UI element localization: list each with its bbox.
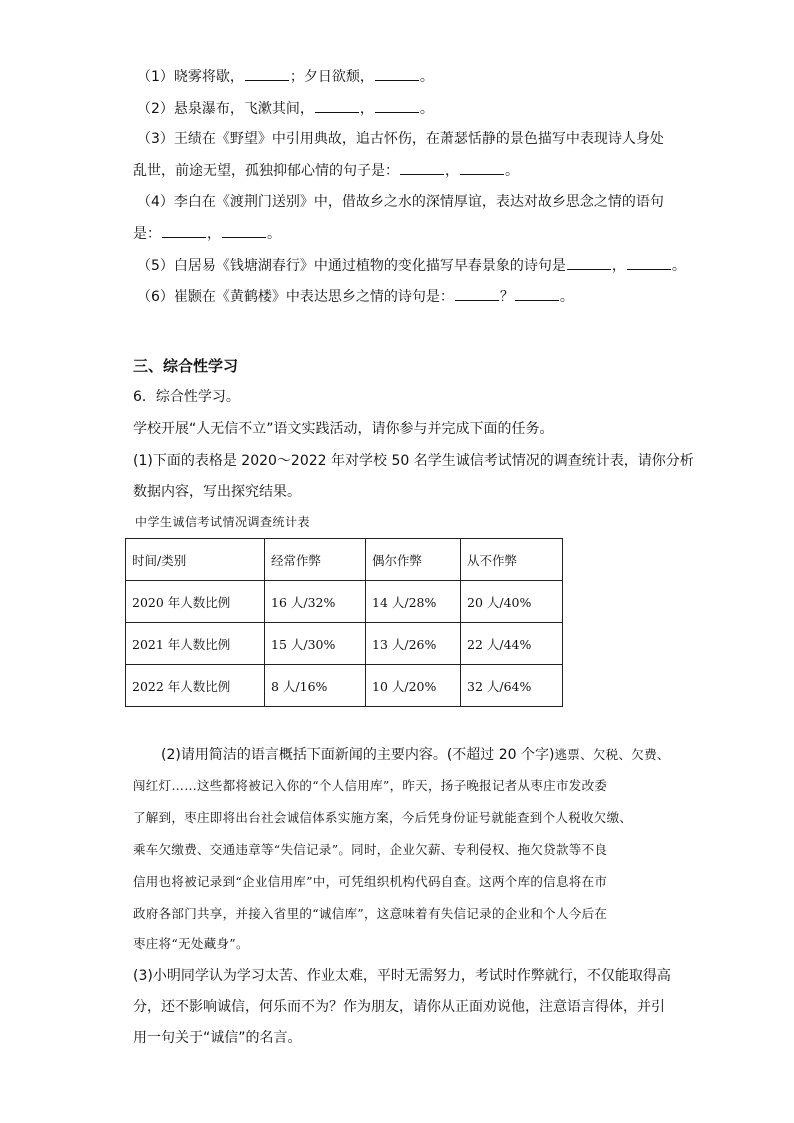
question-text: 是：	[133, 226, 161, 242]
question-2	[137, 98, 434, 119]
news-line-3: 了解到，枣庄即将出台社会诚信体系实施方案，今后凭身份证号就能查到个人税收欠缴、	[133, 810, 633, 825]
question-4-line-2	[133, 223, 281, 244]
table-cell: 2021 年人数比例	[126, 623, 265, 665]
question-text: ，	[359, 101, 374, 117]
table-row	[126, 665, 563, 707]
table-header-row	[126, 539, 563, 581]
task-2-line-1	[161, 745, 670, 765]
table-cell: 13 人/26%	[366, 623, 461, 665]
news-line-7: 枣庄将“无处藏身”。	[133, 936, 249, 951]
question-text: （2）悬泉瀑布，飞漱其间，	[137, 101, 314, 117]
task-3-line-3: 用一句关于“诚信”的名言。	[133, 1030, 302, 1046]
answer-blank[interactable]	[375, 98, 419, 113]
question-text: 乱世，前途无望，孤独抑郁心情的句子是：	[133, 163, 399, 179]
item-number: 6．综合性学习。	[133, 389, 240, 405]
news-line-6: 政府各部门共享，并接入省里的“诚信库”，这意味着有失信记录的企业和个人今后在	[133, 906, 608, 921]
answer-blank[interactable]	[222, 223, 266, 238]
task-3-line-2: 分，还不影响诚信，何乐而不为？作为朋友，请你从正面劝说他，注意语言得体，并引	[133, 999, 665, 1015]
question-text: 。	[267, 226, 281, 242]
answer-blank[interactable]	[627, 255, 671, 270]
answer-blank[interactable]	[515, 286, 559, 301]
answer-blank[interactable]	[567, 255, 611, 270]
answer-blank[interactable]	[460, 160, 504, 175]
question-text: 。	[505, 163, 519, 179]
answer-blank[interactable]	[375, 66, 419, 81]
question-text: （4）李白在《渡荆门送别》中，借故乡之水的深情厚谊，表达对故乡思念之情的语句	[137, 194, 664, 210]
table-cell: 2020 年人数比例	[126, 581, 265, 623]
table-cell: 10 人/20%	[366, 665, 461, 707]
table-cell: 8 人/16%	[265, 665, 366, 707]
table-cell: 2022 年人数比例	[126, 665, 265, 707]
question-text: ，	[445, 163, 459, 179]
question-1	[137, 66, 434, 87]
table-row	[126, 623, 563, 665]
answer-blank[interactable]	[455, 286, 499, 301]
news-line-4: 乘车欠缴费、交通违章等“失信记录”。同时，企业欠薪、专利侵权、拖欠贷款等不良	[133, 842, 608, 857]
activity-intro: 学校开展“人无信不立”语文实践活动，请你参与并完成下面的任务。	[133, 421, 554, 437]
answer-blank[interactable]	[400, 160, 444, 175]
news-line-2: 闯红灯……这些都将被记入你的“个人信用库”，昨天，扬子晚报记者从枣庄市发改委	[133, 778, 608, 793]
question-3-line-2	[133, 160, 519, 181]
section-title: 三、综合性学习	[133, 357, 239, 375]
question-text: 。	[419, 101, 434, 117]
table-cell: 22 人/44%	[461, 623, 563, 665]
question-text: 。	[671, 258, 686, 274]
table-cell: 20 人/40%	[461, 581, 563, 623]
task-1-line-2: 数据内容，写出探究结果。	[133, 484, 301, 500]
table-row	[126, 581, 563, 623]
question-text: （3）王绩在《野望》中引用典故，追古怀伤，在萧瑟恬静的景色描写中表现诗人身处	[137, 131, 664, 147]
question-text: 。	[559, 289, 574, 305]
answer-blank[interactable]	[162, 223, 206, 238]
question-text: （6）崔颢在《黄鹤楼》中表达思乡之情的诗句是：	[137, 289, 454, 305]
survey-table	[125, 538, 563, 707]
table-header-cell: 从不作弊	[461, 539, 563, 581]
table-cell: 32 人/64%	[461, 665, 563, 707]
table-cell: 15 人/30%	[265, 623, 366, 665]
task-1-line-1: (1)下面的表格是 2020～2022 年对学校 50 名学生诚信考试情况的调查统计表，请你分析	[133, 453, 694, 469]
news-line-5: 信用也将被记录到“企业信用库”中，可凭组织机构代码自查。这两个库的信息将在市	[133, 874, 608, 889]
table-header-cell: 偶尔作弊	[366, 539, 461, 581]
question-4-line-1	[137, 192, 664, 212]
question-text: （5）白居易《钱塘湖春行》中通过植物的变化描写早春景象的诗句是	[137, 258, 566, 274]
question-text: ？	[499, 289, 514, 305]
news-text: 逃票、欠税、欠费、	[554, 747, 670, 762]
task-2-prompt: (2)请用简洁的语言概括下面新闻的主要内容。(不超过 20 个字)	[161, 747, 555, 763]
question-text: （1）晓雾将歇，	[137, 69, 244, 85]
question-3-line-1	[137, 129, 664, 149]
question-text: 。	[419, 69, 434, 85]
question-6	[137, 286, 574, 307]
table-cell: 16 人/32%	[265, 581, 366, 623]
answer-blank[interactable]	[315, 98, 359, 113]
table-header-cell: 经常作弊	[265, 539, 366, 581]
question-text: ，	[207, 226, 221, 242]
question-text: ；夕日欲颓，	[289, 69, 374, 85]
question-text: ，	[611, 258, 626, 274]
table-cell: 14 人/28%	[366, 581, 461, 623]
question-5	[137, 255, 686, 276]
table-caption: 中学生诚信考试情况调查统计表	[135, 515, 311, 529]
table-header-cell: 时间/类别	[126, 539, 265, 581]
task-3-line-1: (3)小明同学认为学习太苦、作业太难，平时无需努力，考试时作弊就行，不仅能取得高	[133, 968, 671, 984]
answer-blank[interactable]	[245, 66, 289, 81]
